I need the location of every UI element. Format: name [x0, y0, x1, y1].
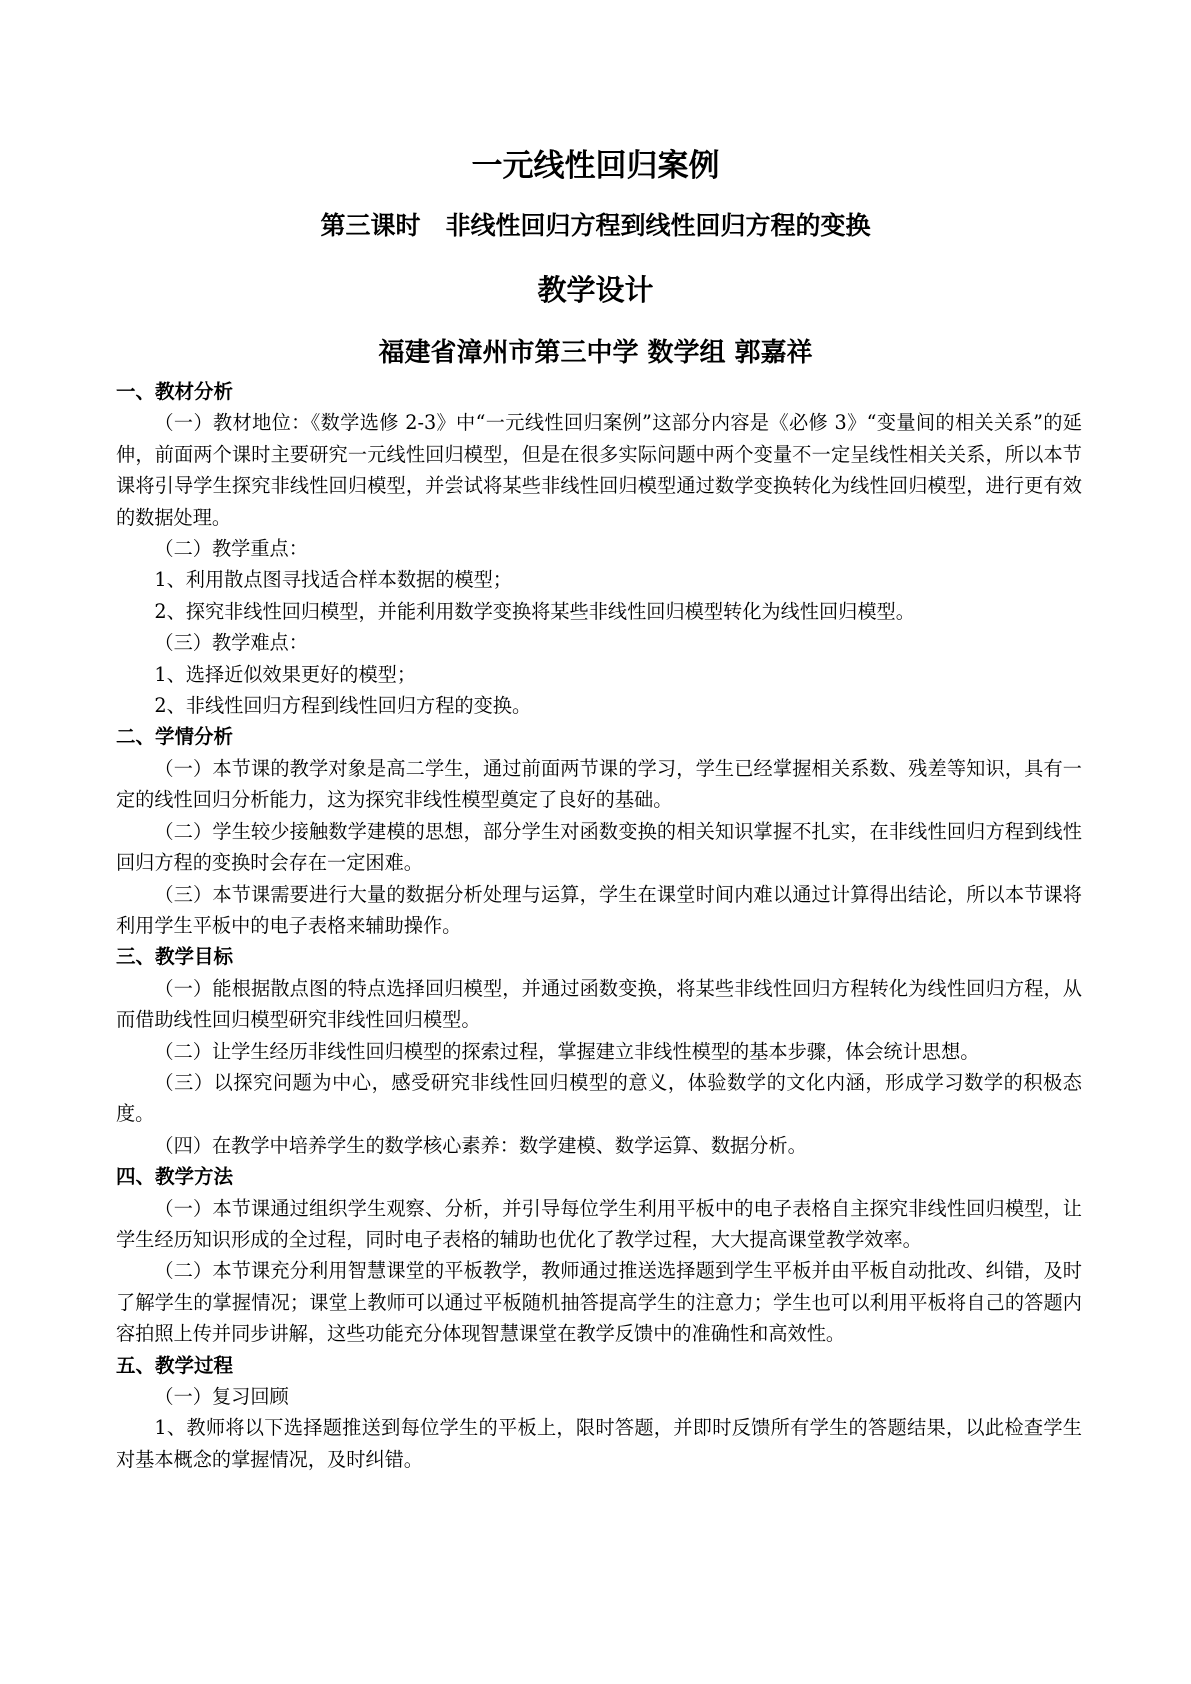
paragraph: （一）复习回顾 [154, 1385, 289, 1408]
paragraph: （二）学生较少接触数学建模的思想，部分学生对函数变换的相关知识掌握不扎实，在非线性回归方程到线性回归方程的变换时会存在一定困难。 [116, 819, 1082, 875]
paragraph: （三）教学难点： [154, 631, 308, 655]
author-line: 福建省漳州市第三中学 数学组 郭嘉祥 [378, 338, 813, 368]
document-title: 一元线性回归案例 [471, 148, 720, 184]
list-item: 2、探究非线性回归模型，并能利用数学变换将某些非线性回归模型转化为线性回归模型。 [154, 599, 915, 623]
paragraph: （二）本节课充分利用智慧课堂的平板教学，教师通过推送选择题到学生平板并由平板自动批改、纠错，及时了解学生的掌握情况；课堂上教师可以通过平板随机抽答提高学生的注意力；学生也可以利用平板将自己的答题内容拍照上传并同步讲解，这些功能充分体现智慧课堂在教学反馈中的准确性和高效性。 [116, 1259, 1082, 1346]
paragraph: （三）以探究问题为中心，感受研究非线性回归模型的意义，体验数学的文化内涵，形成学习数学的积极态度。 [116, 1070, 1082, 1126]
paragraph: 1、教师将以下选择题推送到每位学生的平板上，限时答题，并即时反馈所有学生的答题结果，以此检查学生对基本概念的掌握情况，及时纠错。 [116, 1416, 1082, 1471]
section-heading-material-analysis: 一、教材分析 [116, 380, 234, 403]
paragraph: （一）本节课的教学对象是高二学生，通过前面两节课的学习，学生已经掌握相关系数、残差等知识，具有一定的线性回归分析能力，这为探究非线性模型奠定了良好的基础。 [116, 756, 1082, 812]
list-item: 1、利用散点图寻找适合样本数据的模型； [154, 568, 512, 592]
paragraph: （一）能根据散点图的特点选择回归模型，并通过函数变换，将某些非线性回归方程转化为线性回归方程，从而借助线性回归模型研究非线性回归模型。 [116, 976, 1082, 1032]
section-heading-teaching-methods: 四、教学方法 [116, 1165, 234, 1189]
document-body [116, 376, 1082, 1475]
lesson-subtitle: 第三课时 非线性回归方程到线性回归方程的变换 [320, 211, 871, 240]
list-item: 2、非线性回归方程到线性回归方程的变换。 [154, 694, 532, 718]
section-heading-student-analysis: 二、学情分析 [116, 725, 234, 749]
paragraph: （四）在教学中培养学生的数学核心素养：数学建模、数学运算、数据分析。 [154, 1133, 807, 1157]
paragraph: （一）教材地位：《数学选修 2-3》中“一元线性回归案例”这部分内容是《必修 3》“变量间的相关关系”的延伸，前面两个课时主要研究一元线性回归模型，但是在很多实际问题中两个变量不一定呈线性相关关系，所以本节课将引导学生探究非线性回归模型，并尝试将某些非线性回归模型通过数学变换转化为线性回归模型，进行更有效的数据处理。 [116, 411, 1082, 529]
paragraph: （二）教学重点： [154, 537, 308, 561]
section-heading-teaching-goals: 三、教学目标 [116, 945, 234, 969]
list-item: 1、选择近似效果更好的模型； [154, 662, 417, 686]
paragraph: （三）本节课需要进行大量的数据分析处理与运算，学生在课堂时间内难以通过计算得出结论，所以本节课将利用学生平板中的电子表格来辅助操作。 [116, 882, 1082, 937]
document-type-heading: 教学设计 [537, 273, 654, 307]
paragraph: （二）让学生经历非线性回归模型的探索过程，掌握建立非线性模型的基本步骤，体会统计思想。 [154, 1039, 980, 1063]
paragraph: （一）本节课通过组织学生观察、分析，并引导每位学生利用平板中的电子表格自主探究非线性回归模型，让学生经历知识形成的全过程，同时电子表格的辅助也优化了教学过程，大大提高课堂教学效率。 [116, 1196, 1082, 1251]
section-heading-teaching-process: 五、教学过程 [116, 1353, 234, 1377]
